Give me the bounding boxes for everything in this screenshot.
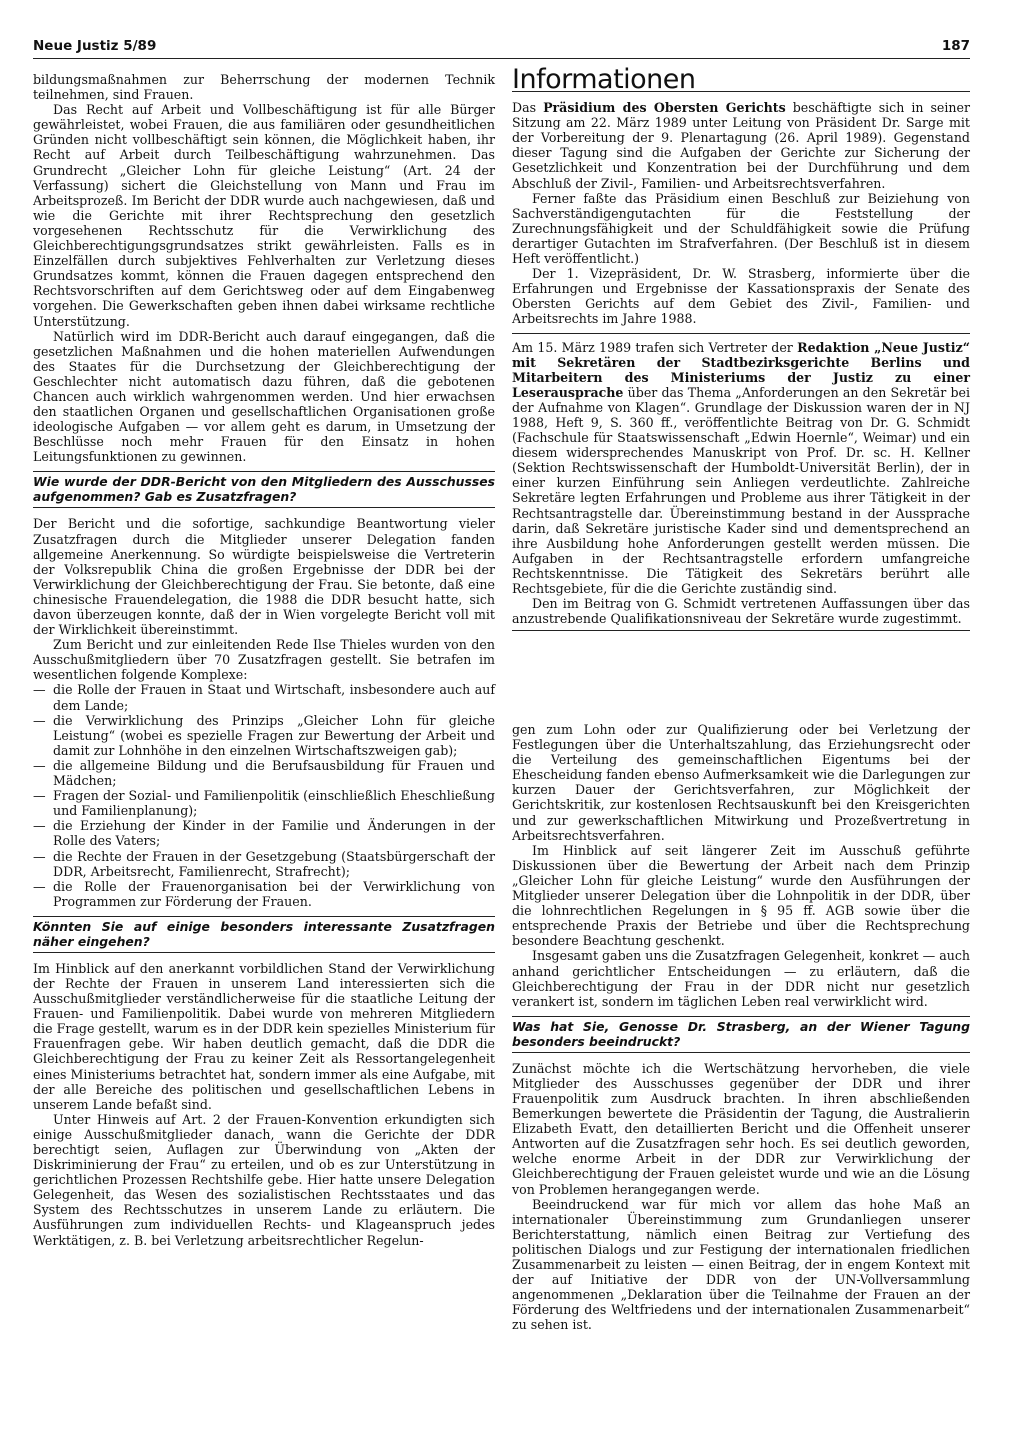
- paragraph: Insgesamt gaben uns die Zusatzfragen Gelegenheit, konkret — auch anhand gerichtlicher Entscheidungen — zu erläutern, daß die Gleichberechtigung der Frau in der DDR nicht nur gesetzlich verankert ist, sondern im täglichen Leben real verwirklicht wird.: [512, 948, 970, 1009]
- list-item: — die Rechte der Frauen in der Gesetzgebung (Staatsbürgerschaft der DDR, Arbeitsrecht, Familienrecht, Strafrecht);: [53, 849, 495, 879]
- list-item: — die Verwirklichung des Prinzips „Gleicher Lohn für gleiche Leistung“ (wobei es spezielle Fragen zur Bewertung der Arbeit und damit zur Lohnhöhe in den einzelnen Wirtschaftszweigen gab);: [53, 713, 495, 758]
- interview-question: Könnten Sie auf einige besonders interessante Zusatzfragen näher eingehen?: [33, 916, 495, 953]
- paragraph: Unter Hinweis auf Art. 2 der Frauen-Konvention erkundigten sich einige Ausschußmitglieder danach, wann die Gerichte der DDR berechtigt seien, Auflagen zur Überwindung von „Akten der Diskriminierung der Frau“ zu erteilen, und ob es zur Unterstützung in gerichtlichen Prozessen Rechtshilfe gebe. Hier hatte unsere Delegation Gelegenheit, das Wesen des sozialistischen Rechtsstaates und das System des Rechtsschutzes in unserem Lande zu erläutern. Die Ausführungen zum individuellen Rechts- und Klageanspruch jedes Werktätigen, z. B. bei Verletzung arbeitsrechtlicher Regelun-: [33, 1111, 495, 1248]
- list-item: — die Erziehung der Kinder in der Familie und Änderungen in der Rolle des Vaters;: [53, 818, 495, 848]
- bold-term: Präsidium des Obersten Gerichts: [543, 100, 786, 116]
- page-header: [33, 38, 970, 58]
- list-item: — Fragen der Sozial- und Familienpolitik (einschließlich Eheschließung und Familienplanung);: [53, 788, 495, 818]
- list-item: — die allgemeine Bildung und die Berufsausbildung für Frauen und Mädchen;: [53, 758, 495, 788]
- paragraph: gen zum Lohn oder zur Qualifizierung oder bei Verletzung der Festlegungen über die Unterhaltszahlung, das Erziehungsrecht oder die Verteilung des gemeinschaftlichen Eigentums bei der Ehescheidung fanden ebenso Aufmerksamkeit wie die Darlegungen zur kurzen Dauer der Gerichtsverfahren, zur Möglichkeit der Gerichtskritik, zur kostenlosen Rechtsauskunft bei den Kreisgerichten und zur gewerkschaftlichen Mitwirkung und Prozeßvertretung in Arbeitsrechtsverfahren.: [512, 722, 970, 843]
- paragraph: Natürlich wird im DDR-Bericht auch darauf eingegangen, daß die gesetzlichen Maßnahmen und die hohen materiellen Aufwendungen des Staates für die Durchsetzung der Gleichberechtigung der Geschlechter nicht automatisch dazu führen, daß die gebotenen Chancen auch wirklich wahrgenommen werden. Und hier erwachsen den staatlichen Organen und gesellschaftlichen Organisationen große ideologische Aufgaben — vor allem geht es darum, in Umsetzung der Beschlüsse noch mehr Frauen für den Einsatz in hohen Leitungsfunktionen zu gewinnen.: [33, 328, 495, 465]
- info-paragraph: Das Präsidium des Obersten Gerichts beschäftigte sich in seiner Sitzung am 22. März 1989 unter Leitung von Präsident Dr. Sarge mit der Vorbereitung der 9. Plenartagung (26. April 1989). Gegenstand dieser Tagung sind die Aufgaben der Gerichte zur Sicherung der Gesetzlichkeit und Konzentration bei der Durchführung und dem Abschluß der Zivil-, Familien- und Arbeitsrechtsverfahren.: [512, 100, 970, 191]
- informationen-box: [512, 64, 970, 631]
- topic-list: [33, 682, 495, 908]
- interview-question: Wie wurde der DDR-Bericht von den Mitgliedern des Ausschusses aufgenommen? Gab es Zusatzfragen?: [33, 471, 495, 508]
- paragraph: Zum Bericht und zur einleitenden Rede Ilse Thieles wurden von den Ausschußmitgliedern über 70 Zusatzfragen gestellt. Sie betrafen im wesentlichen folgende Komplexe:: [33, 637, 495, 683]
- paragraph: Im Hinblick auf seit längerer Zeit im Ausschuß geführte Diskussionen über die Bewertung der Arbeit nach dem Prinzip „Gleicher Lohn für gleiche Leistung“ wurde den Ausführungen der Mitglieder unserer Delegation über die Lohnpolitik in der DDR, über die lohnrechtlichen Regelungen in § 95 ff. AGB sowie über die entsprechende Praxis der Betriebe und über die Rechtsprechung besondere Beachtung geschenkt.: [512, 842, 970, 949]
- bold-term: Redaktion „Neue Justiz“ mit Sekretären der Stadtbezirksgerichte Berlins und Mitarbeitern des Ministeriums der Justiz zu einer Leserausprache: [512, 339, 970, 400]
- separator: [512, 333, 970, 334]
- info-paragraph: Ferner faßte das Präsidium einen Beschluß zur Beiziehung von Sachverständigengutachten für die Feststellung der Zurechnungsfähigkeit und der Schuldfähigkeit sowie die Prüfung derartiger Gutachten im Strafverfahren. (Der Beschluß ist in diesem Heft veröffentlicht.): [512, 190, 970, 267]
- paragraph: Im Hinblick auf den anerkannt vorbildlichen Stand der Verwirklichung der Rechte der Frauen in unserem Land interessierten sich die Ausschußmitglieder verständlicherweise für die staatliche Leitung der Frauen- und Familienpolitik. Dabei wurde von mehreren Mitgliedern die Frage gestellt, warum es in der DDR kein spezielles Ministerium für Frauenfragen gebe. Wir haben deutlich gemacht, daß die DDR die Gleichberechtigung der Frau zu keiner Zeit als Ressortangelegenheit eines Ministeriums betrachtet hat, sondern immer als eine Aufgabe, mit der alle Bereiche des politischen und gesellschaftlichen Lebens in unserem Lande befaßt sind.: [33, 960, 495, 1112]
- paragraph: Beeindruckend war für mich vor allem das hohe Maß an internationaler Übereinstimmung zum Grundanliegen unserer Berichterstattung, nämlich einen Beitrag zur Vertiefung des politischen Dialogs und zur Festigung der internationalen friedlichen Zusammenarbeit zu leisten — einen Beitrag, der in engem Kontext mit der auf Initiative der DDR von der UN-Vollversammlung angenommenen „Deklaration über die Teilnahme der Frauen an der Förderung des Weltfriedens und der internationalen Zusammenarbeit“ zu sehen ist.: [512, 1196, 970, 1333]
- right-column: [512, 722, 970, 1332]
- left-column: [33, 72, 495, 1248]
- info-paragraph: Am 15. März 1989 trafen sich Vertreter der Redaktion „Neue Justiz“ mit Sekretären der Stadtbezirksgerichte Berlins und Mitarbeitern des Ministeriums der Justiz zu einer Leserausprache über das Thema „Anforderungen an den Sekretär bei der Aufnahme von Klagen“. Grundlage der Diskussion waren der in NJ 1988, Heft 9, S. 360 ff., veröffentlichte Beitrag von Dr. G. Schmidt (Fachschule für Staatswissenschaft „Edwin Hoernle“, Weimar) und ein diesem widersprechendes Manuskript von Prof. Dr. sc. H. Kellner (Sektion Rechtswissenschaft der Humboldt-Universität Berlin), der in einer kurzen Einführung sein Anliegen verdeutlichte. Zahlreiche Sekretäre legten Erfahrungen und Probleme aus ihrer Tätigkeit in der Rechtsantragstelle dar. Übereinstimmung bestand in der Aussprache darin, daß Sekretäre juristische Kader sind und dementsprechend an ihre Ausbildung hohe Anforderungen gestellt werden müssen. Die Aufgaben in der Rechtsantragstelle erfordern umfangreiche Rechtskenntnisse. Die Tätigkeit des Sekretärs berührt alle Rechtsgebiete, für die die Gerichte zuständig sind.: [512, 339, 970, 596]
- info-paragraph: Der 1. Vizepräsident, Dr. W. Strasberg, informierte über die Erfahrungen und Ergebnisse der Kassationspraxis der Senate des Obersten Gerichts auf dem Gebiet des Zivil-, Familien- und Arbeitsrechts im Jahre 1988.: [512, 266, 970, 327]
- paragraph: Zunächst möchte ich die Wertschätzung hervorheben, die viele Mitglieder des Ausschusses gegenüber der DDR und ihrer Frauenpolitik zum Ausdruck brachten. In ihren abschließenden Bemerkungen bewertete die Präsidentin der Tagung, die Australierin Elizabeth Evatt, den detaillierten Bericht und die Offenheit unserer Antworten auf die Zusatzfragen sehr hoch. Es sei deutlich geworden, welche enorme Arbeit in der DDR zur Verwirklichung der Gleichberechtigung der Frauen geleistet wurde und wie an die Lösung von Problemen herangegangen werde.: [512, 1060, 970, 1197]
- list-item: — die Rolle der Frauen in Staat und Wirtschaft, insbesondere auch auf dem Lande;: [53, 682, 495, 712]
- info-paragraph: Den im Beitrag von G. Schmidt vertretenen Auffassungen über das anzustrebende Qualifikationsniveau der Sekretäre wurde zugestimmt.: [512, 596, 970, 627]
- paragraph: bildungsmaßnahmen zur Beherrschung der modernen Technik teilnehmen, sind Frauen.: [33, 72, 495, 103]
- list-item: — die Rolle der Frauenorganisation bei der Verwirklichung von Programmen zur Förderung der Frauen.: [53, 879, 495, 909]
- section-title: Informationen: [512, 72, 970, 92]
- paragraph: Der Bericht und die sofortige, sachkundige Beantwortung vieler Zusatzfragen durch die Mitglieder unserer Delegation fanden allgemeine Anerkennung. So würdigte beispielsweise die Vertreterin der Volksrepublik China die großen Ergebnisse der DDR bei der Verwirklichung der Gleichberechtigung der Frau. Sie betonte, daß eine chinesische Frauendelegation, die 1988 die DDR besucht hatte, sich davon überzeugen konnte, daß der in Wien vorgelegte Bericht voll mit der Wirklichkeit übereinstimmt.: [33, 516, 495, 638]
- journal-title: Neue Justiz 5/89: [33, 38, 157, 54]
- interview-question: Was hat Sie, Genosse Dr. Strasberg, an der Wiener Tagung besonders beeindruckt?: [512, 1016, 970, 1053]
- header-rule: [33, 58, 970, 59]
- paragraph: Das Recht auf Arbeit und Vollbeschäftigung ist für alle Bürger gewährleistet, wobei Frauen, die aus familiären oder gesundheitlichen Gründen nicht vollbeschäftigt sein können, die Möglichkeit haben, ihr Recht auf Arbeit durch Teilbeschäftigung wahrzunehmen. Das Grundrecht „Gleicher Lohn für gleiche Leistung“ (Art. 24 der Verfassung) sichert die Gleichstellung von Mann und Frau im Arbeitsprozeß. Im Bericht der DDR wurde auch nachgewiesen, daß und wie die Gerichte mit ihrer Rechtsprechung den gesetzlich vorgesehenen Rechtsschutz für die Verwirklichung des Gleichberechtigungsgrundsatzes strikt gewährleisten. Falls es in Einzelfällen durch subjektives Fehlverhalten zur Verletzung dieses Grundsatzes kommt, können die Frauen dagegen entsprechend den Rechtsvorschriften auf dem Gerichtsweg oder auf dem Eingabenweg vorgehen. Die Gewerkschaften geben ihnen dabei wirksame rechtliche Unterstützung.: [33, 102, 495, 329]
- page-number: 187: [941, 38, 970, 54]
